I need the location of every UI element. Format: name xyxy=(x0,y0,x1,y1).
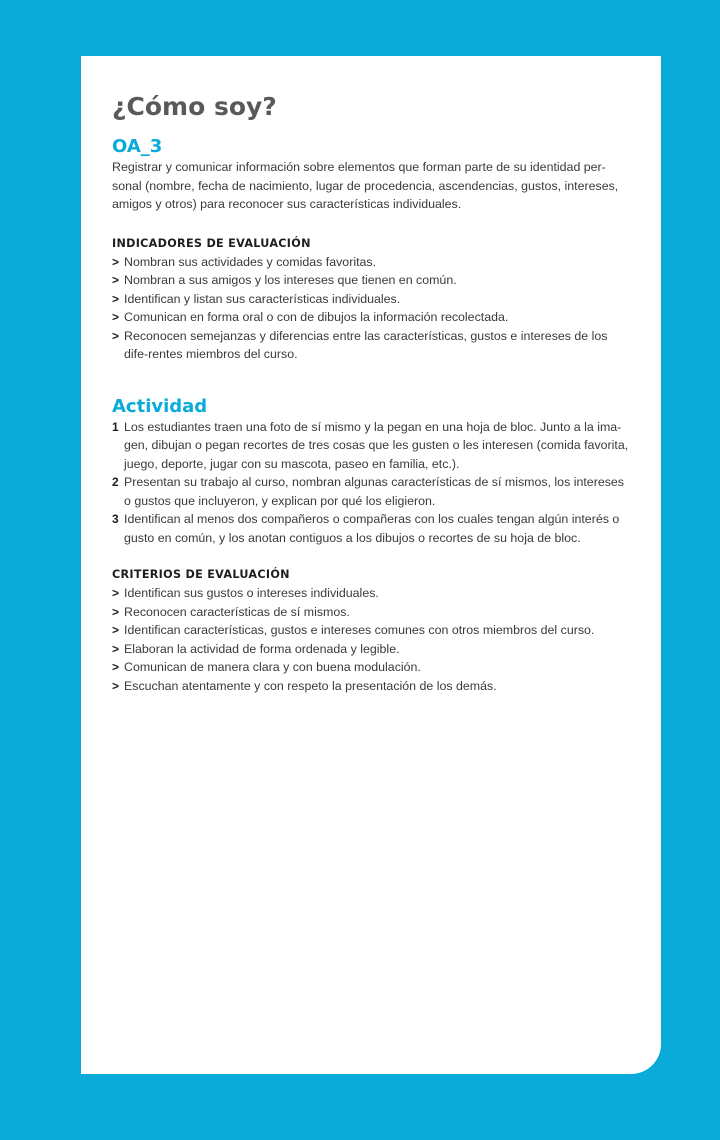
criterio-item: > Escuchan atentamente y con respeto la presentación de los demás. xyxy=(112,677,631,696)
indicador-item: > Comunican en forma oral o con de dibujos la información recolectada. xyxy=(112,308,631,327)
step-number: 2 xyxy=(112,475,119,489)
actividad-step: 3 Identifican al menos dos compañeros o compañeras con los cuales tengan algún interés o gusto en común, y los anotan contiguos a los dibujos o recortes de su hoja de bloc. xyxy=(112,512,620,545)
step-number: 3 xyxy=(112,512,119,526)
chevron-right-icon: > xyxy=(112,328,120,343)
actividad-steps xyxy=(112,418,631,548)
chevron-right-icon: > xyxy=(112,641,120,656)
indicador-item: > Reconocen semejanzas y diferencias entre las características, gustos e intereses de los dife-rentes miembros del curso. xyxy=(112,328,608,361)
criterios-list xyxy=(112,584,631,695)
oa-description: Registrar y comunicar información sobre elementos que forman parte de su identidad per-sonal (nombre, fecha de nacimiento, lugar de procedencia, ascendencias, gustos, intereses, amigos y otros) para reconocer sus características individuales. xyxy=(112,160,619,211)
chevron-right-icon: > xyxy=(112,273,120,287)
criterio-item: > Reconocen características de sí mismos. xyxy=(112,603,631,622)
actividad-step: 2 Presentan su trabajo al curso, nombran algunas características de sí mismos, los intereses o gustos que incluyeron, y explican por qué los eligieron. xyxy=(112,475,624,508)
chevron-right-icon: > xyxy=(112,604,120,619)
indicador-item: > Nombran a sus amigos y los intereses que tienen en común. xyxy=(112,271,631,290)
criterios-heading: CRITERIOS DE EVALUACIÓN xyxy=(112,568,290,581)
indicador-item: > Nombran sus actividades y comidas favoritas. xyxy=(112,253,631,272)
criterio-item: > Identifican sus gustos o intereses individuales. xyxy=(112,584,631,603)
actividad-step: 1 Los estudiantes traen una foto de sí mismo y la pegan en una hoja de bloc. Junto a la ima-gen, dibujan o pegan recortes de tres cosas que les gusten o les interesen (comida favorita, juego, deporte, jugar con su mascota, paseo en familia, etc.). xyxy=(112,419,629,471)
criterio-item: > Identifican características, gustos e intereses comunes con otros miembros del curso. xyxy=(112,621,631,640)
chevron-right-icon: > xyxy=(112,660,120,674)
chevron-right-icon: > xyxy=(112,623,120,637)
criterio-item: > Elaboran la actividad de forma ordenada y legible. xyxy=(112,640,631,659)
chevron-right-icon: > xyxy=(112,254,120,269)
criterio-item: > Comunican de manera clara y con buena modulación. xyxy=(112,658,631,677)
indicador-item: > Identifican y listan sus características individuales. xyxy=(112,290,631,309)
chevron-right-icon: > xyxy=(112,586,120,600)
page-title: ¿Cómo soy? xyxy=(112,92,277,121)
oa-code: OA_3 xyxy=(112,136,163,157)
chevron-right-icon: > xyxy=(112,310,120,324)
document-page xyxy=(81,56,661,1074)
indicadores-list xyxy=(112,253,631,364)
step-number: 1 xyxy=(112,419,119,434)
indicadores-heading: INDICADORES DE EVALUACIÓN xyxy=(112,236,311,250)
chevron-right-icon: > xyxy=(112,291,120,306)
actividad-heading: Actividad xyxy=(112,395,208,417)
chevron-right-icon: > xyxy=(112,678,120,693)
